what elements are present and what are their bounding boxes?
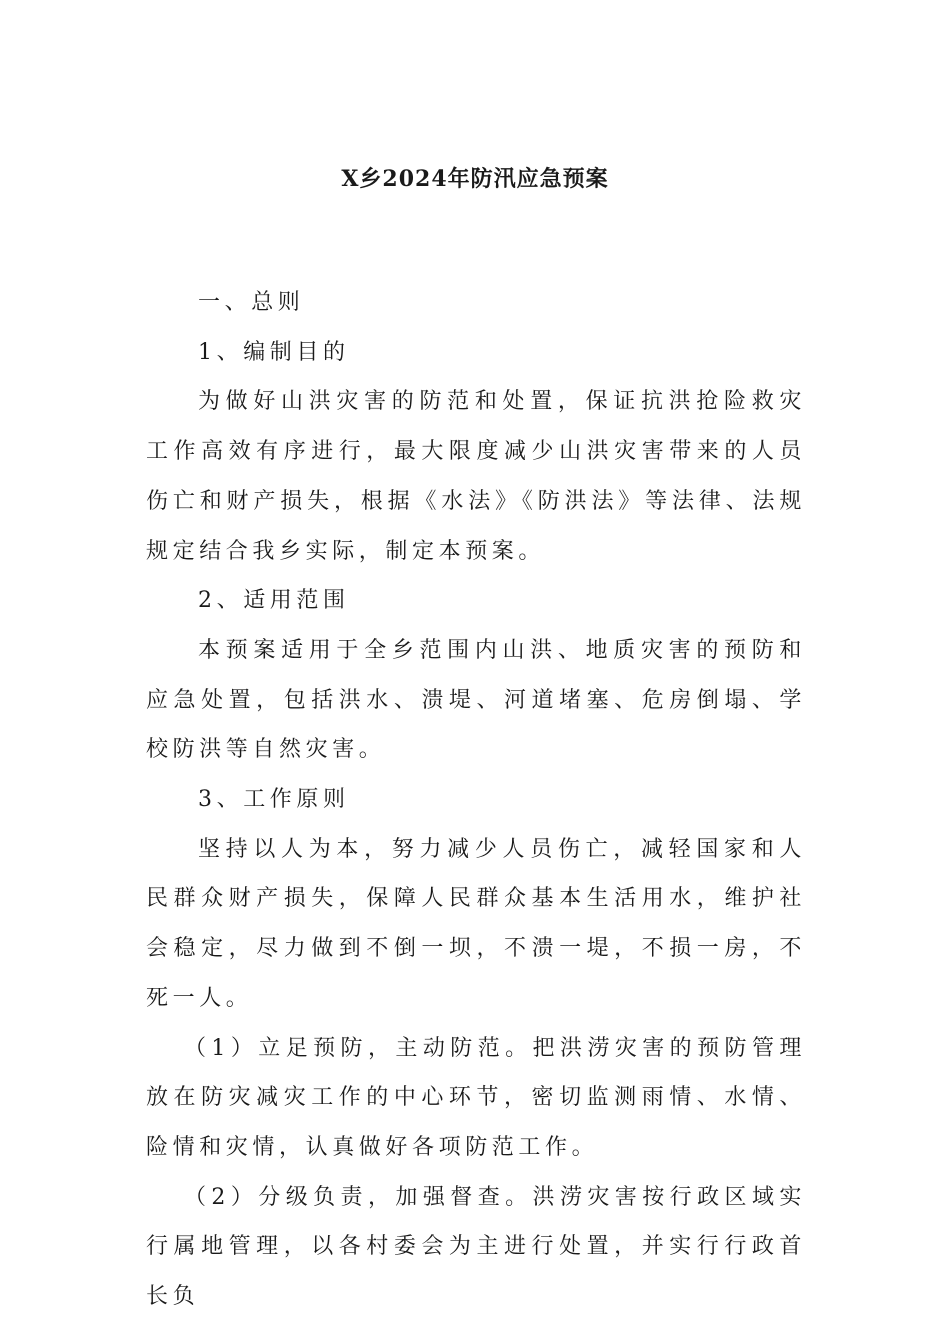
paragraph-principle-1: （1）立足预防，主动防范。把洪涝灾害的预防管理放在防灾减灾工作的中心环节，密切监测雨情、水情、险情和灾情，认真做好各项防范工作。 <box>146 1035 806 1160</box>
paragraph-principle-2: （2）分级负责，加强督查。洪涝灾害按行政区域实行属地管理，以各村委会为主进行处置，并实行行政首长负 <box>146 1184 806 1310</box>
subheading-principles: 3、工作原则 <box>198 787 350 813</box>
document-title: X乡2024年防汛应急预案 <box>341 166 609 192</box>
paragraph-scope: 本预案适用于全乡范围内山洪、地质灾害的预防和应急处置，包括洪水、溃堤、河道堵塞、危房倒塌、学校防洪等自然灾害。 <box>146 637 806 763</box>
subheading-purpose: 1、编制目的 <box>198 339 350 365</box>
paragraph-purpose: 为做好山洪灾害的防范和处置，保证抗洪抢险救灾工作高效有序进行，最大限度减少山洪灾害带来的人员伤亡和财产损失，根据《水法》《防洪法》等法律、法规规定结合我乡实际，制定本预案。 <box>146 389 806 564</box>
section-heading-general: 一、总则 <box>198 290 305 315</box>
subheading-scope: 2、适用范围 <box>198 588 350 614</box>
document-body <box>146 278 806 1322</box>
paragraph-principles: 坚持以人为本，努力减少人员伤亡，减轻国家和人民群众财产损失，保障人民群众基本生活用水，维护社会稳定，尽力做到不倒一坝，不溃一堤，不损一房，不死一人。 <box>146 836 806 1011</box>
